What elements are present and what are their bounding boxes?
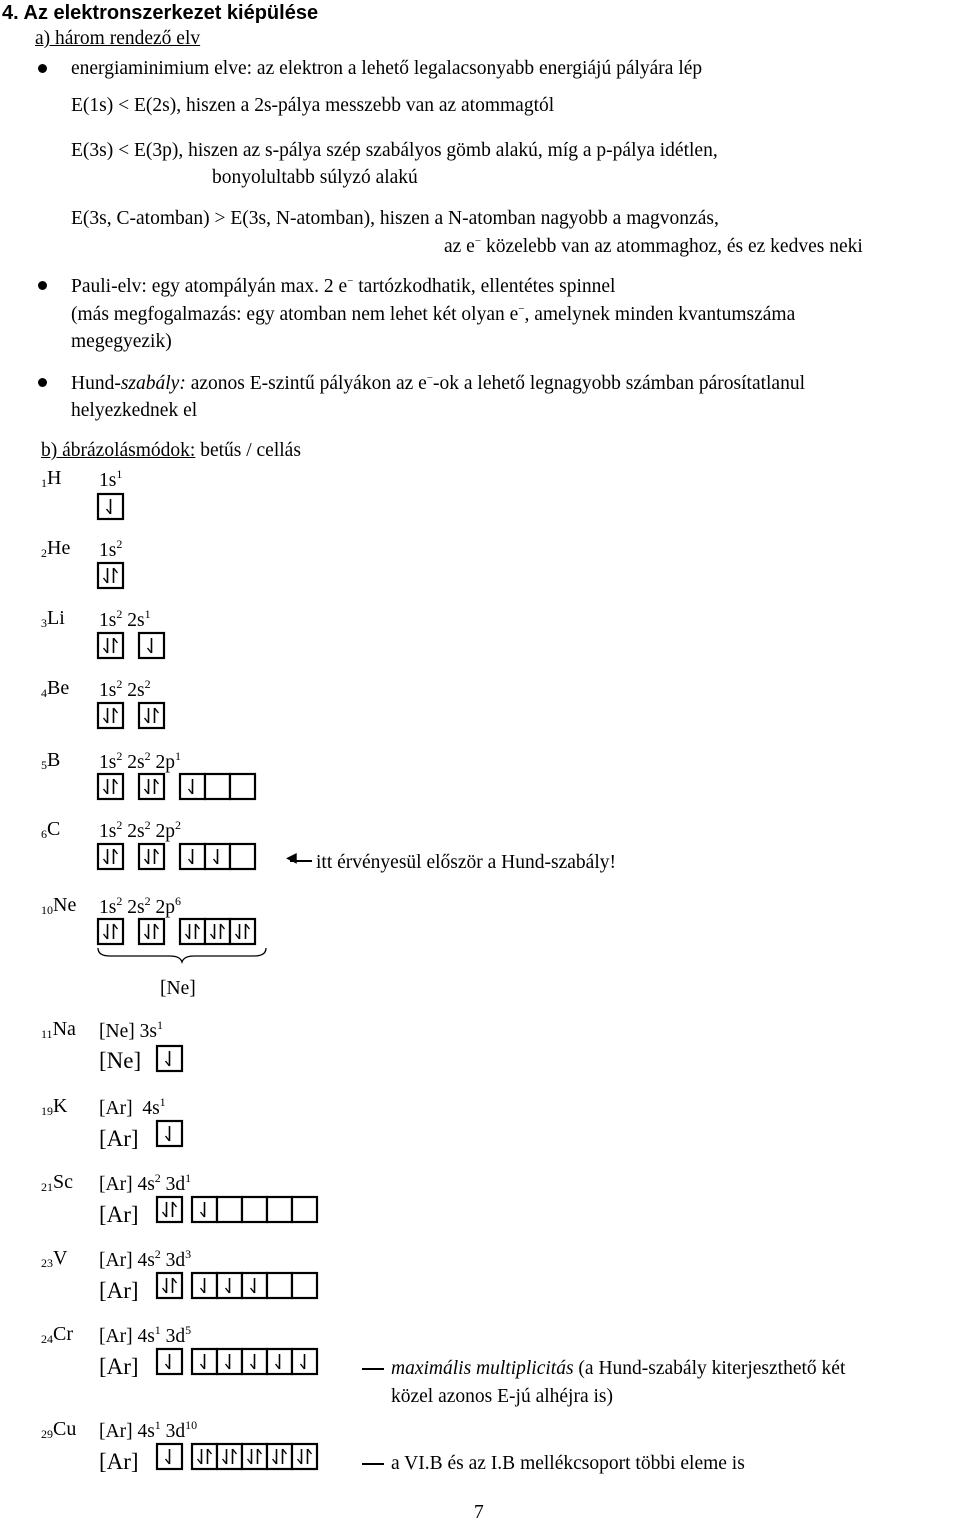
minus-sign: − <box>474 235 482 247</box>
element-symbol-V: $_{23}$V <box>41 1247 68 1270</box>
energy-principle-text: energiaminimium elve: az elektron a lehető legalacsonyabb energiájú pályára lép <box>71 58 703 79</box>
orbital-box-up <box>192 1349 217 1374</box>
element-symbol-Cr: $_{24}$Cr <box>41 1323 73 1346</box>
orbital-box-pair <box>242 1444 267 1469</box>
config-Be: $1s^2$ $2s^2$ <box>99 677 151 701</box>
element-symbol-Be: $_4$Be <box>41 677 70 700</box>
max-mult-rest: (a Hund-szabály kiterjeszthető két <box>578 1358 846 1379</box>
orbital-box-pair <box>180 919 205 944</box>
orbital-box-pair <box>230 919 255 944</box>
ne-brace-label: [Ne] <box>160 978 196 999</box>
orbital-box-pair <box>292 1444 317 1469</box>
core-label-K: [Ar] <box>99 1126 139 1151</box>
orbital-box-empty <box>217 1197 242 1222</box>
orbital-box-pair <box>267 1444 292 1469</box>
config-Na: [Ne] $3s^1$ <box>99 1018 163 1042</box>
minus-sign: − <box>426 372 433 384</box>
minus-sign: − <box>518 303 525 315</box>
orbital-box-empty <box>230 844 255 869</box>
orbital-box-pair <box>192 1444 217 1469</box>
orbital-box-up <box>192 1197 217 1222</box>
orbital-box-pair <box>139 844 164 869</box>
orbital-box-empty <box>267 1273 292 1298</box>
pauli-pre: Pauli-elv: egy atompályán max. 2 e <box>71 276 348 297</box>
energy-line-2a: E(3s) < E(3p), hiszen az s-pálya szép szabályos gömb alakú, míg a p-pálya idétlen, <box>71 140 718 161</box>
max-mult-italic: maximális multiplicitás <box>391 1358 574 1379</box>
orbital-box-up <box>242 1273 267 1298</box>
max-mult-note <box>391 1359 845 1379</box>
element-symbol-C: $_6$C <box>41 818 61 841</box>
orbital-box-pair <box>157 1197 182 1222</box>
orbital-box-pair <box>98 633 123 658</box>
orbital-box-up <box>242 1349 267 1374</box>
orbital-box-up <box>217 1349 242 1374</box>
energy-line-3b-pre: az e <box>444 236 475 257</box>
orbital-box-up <box>157 1349 182 1374</box>
orbital-box-pair <box>217 1444 242 1469</box>
orbital-box-empty <box>292 1273 317 1298</box>
orbital-box-up <box>98 494 123 519</box>
energy-line-1: E(1s) < E(2s), hiszen a 2s-pálya messzebb van az atommagtól <box>71 95 555 116</box>
max-mult-line-2: közel azonos E-jú alhéjra is) <box>391 1386 613 1407</box>
orbital-box-pair <box>157 1273 182 1298</box>
orbital-box-empty <box>205 774 230 799</box>
orbital-box-up <box>217 1273 242 1298</box>
orbital-box-up <box>157 1121 182 1146</box>
orbital-box-empty <box>292 1197 317 1222</box>
orbital-box-pair <box>98 774 123 799</box>
element-symbol-H: $_1$H <box>41 467 62 490</box>
orbital-box-up <box>180 844 205 869</box>
core-label-Cr: [Ar] <box>99 1354 139 1379</box>
orbital-box-pair <box>98 703 123 728</box>
page-heading: 4. Az elektronszerkezet kiépülése <box>2 2 319 24</box>
orbital-box-up <box>192 1273 217 1298</box>
max-mult-dash <box>362 1368 384 1370</box>
energy-line-2b: bonyolultabb súlyzó alakú <box>212 167 418 188</box>
vib-dash <box>362 1463 384 1465</box>
orbital-box-pair <box>205 919 230 944</box>
config-Li: $1s^2$ $2s^1$ <box>99 607 151 631</box>
orbital-box-empty <box>242 1197 267 1222</box>
hund-mid: azonos E-szintű pályákon az e <box>190 373 427 394</box>
orbital-box-empty <box>267 1197 292 1222</box>
hund-arrow-head: ◀ <box>286 851 297 866</box>
orbital-box-pair <box>98 844 123 869</box>
orbital-box-up <box>292 1349 317 1374</box>
core-label-Na: [Ne] <box>99 1048 142 1073</box>
config-K: [Ar] $4s^1$ <box>99 1095 166 1119</box>
config-V: [Ar] $4s^2$ $3d^3$ <box>99 1247 192 1271</box>
orbital-box-up <box>205 844 230 869</box>
hund-pre: Hund- <box>71 373 121 394</box>
pauli-post: tartózkodhatik, ellentétes spinnel <box>358 276 616 297</box>
pauli-line2-pre: (más megfogalmazás: egy atomban nem lehet két olyan e <box>71 304 519 325</box>
page-number: 7 <box>474 1502 484 1523</box>
orbital-box-pair <box>139 774 164 799</box>
core-label-V: [Ar] <box>99 1278 139 1303</box>
config-H: $1s^1$ <box>99 467 123 491</box>
element-symbol-Na: $_{11}$Na <box>41 1018 76 1041</box>
orbital-box-up <box>157 1444 182 1469</box>
config-C: $1s^2$ $2s^2$ $2p^2$ <box>99 818 181 842</box>
orbital-box-up <box>139 633 164 658</box>
energy-line-3a: E(3s, C-atomban) > E(3s, N-atomban), hiszen a N-atomban nagyobb a magvonzás, <box>71 208 719 229</box>
section-b-title-underlined: b) ábrázolásmódok: <box>41 440 196 461</box>
orbital-box-up <box>180 774 205 799</box>
ne-brace <box>98 948 266 962</box>
orbital-box-up <box>267 1349 292 1374</box>
element-symbol-Cu: $_{29}$Cu <box>41 1418 77 1441</box>
hund-italic: szabály: <box>120 373 186 394</box>
element-symbol-Li: $_3$Li <box>41 607 65 630</box>
orbital-box-pair <box>139 703 164 728</box>
orbital-box-pair <box>139 919 164 944</box>
config-Cu: [Ar] $4s^1$ $3d^{10}$ <box>99 1418 198 1442</box>
energy-line-3b-post: közelebb van az atommaghoz, és ez kedves neki <box>485 236 863 257</box>
orbital-box-up <box>157 1046 182 1071</box>
minus-sign: − <box>347 275 354 287</box>
config-He: $1s^2$ <box>99 537 123 561</box>
orbital-box-empty <box>230 774 255 799</box>
orbital-box-pair <box>98 563 123 588</box>
section-b-title-rest: betűs / cellás <box>200 440 301 461</box>
element-symbol-K: $_{19}$K <box>41 1095 68 1118</box>
vib-note: a VI.B és az I.B mellékcsoport többi eleme is <box>391 1453 745 1474</box>
pauli-line-3: megegyezik) <box>71 331 172 352</box>
element-symbol-B: $_5$B <box>41 749 61 772</box>
core-label-Sc: [Ar] <box>99 1202 139 1227</box>
core-label-Cu: [Ar] <box>99 1449 139 1474</box>
orbital-box-pair <box>98 919 123 944</box>
element-symbol-Ne: $_{10}$Ne <box>41 894 77 917</box>
config-Cr: [Ar] $4s^1$ $3d^5$ <box>99 1323 192 1347</box>
section-a-title: a) három rendező elv <box>35 28 201 49</box>
element-symbol-He: $_2$He <box>41 537 71 560</box>
hund-post: -ok a lehető legnagyobb számban párosítatlanul <box>433 373 806 394</box>
hund-line-2: helyezkednek el <box>71 400 198 421</box>
hund-first-note: itt érvényesül először a Hund-szabály! <box>316 852 616 873</box>
element-symbol-Sc: $_{21}$Sc <box>41 1171 73 1194</box>
config-B: $1s^2$ $2s^2$ $2p^1$ <box>99 749 181 773</box>
config-Ne: $1s^2$ $2s^2$ $2p^6$ <box>99 894 181 918</box>
config-Sc: [Ar] $4s^2$ $3d^1$ <box>99 1171 192 1195</box>
pauli-line2-post: , amelynek minden kvantumszáma <box>524 304 796 325</box>
